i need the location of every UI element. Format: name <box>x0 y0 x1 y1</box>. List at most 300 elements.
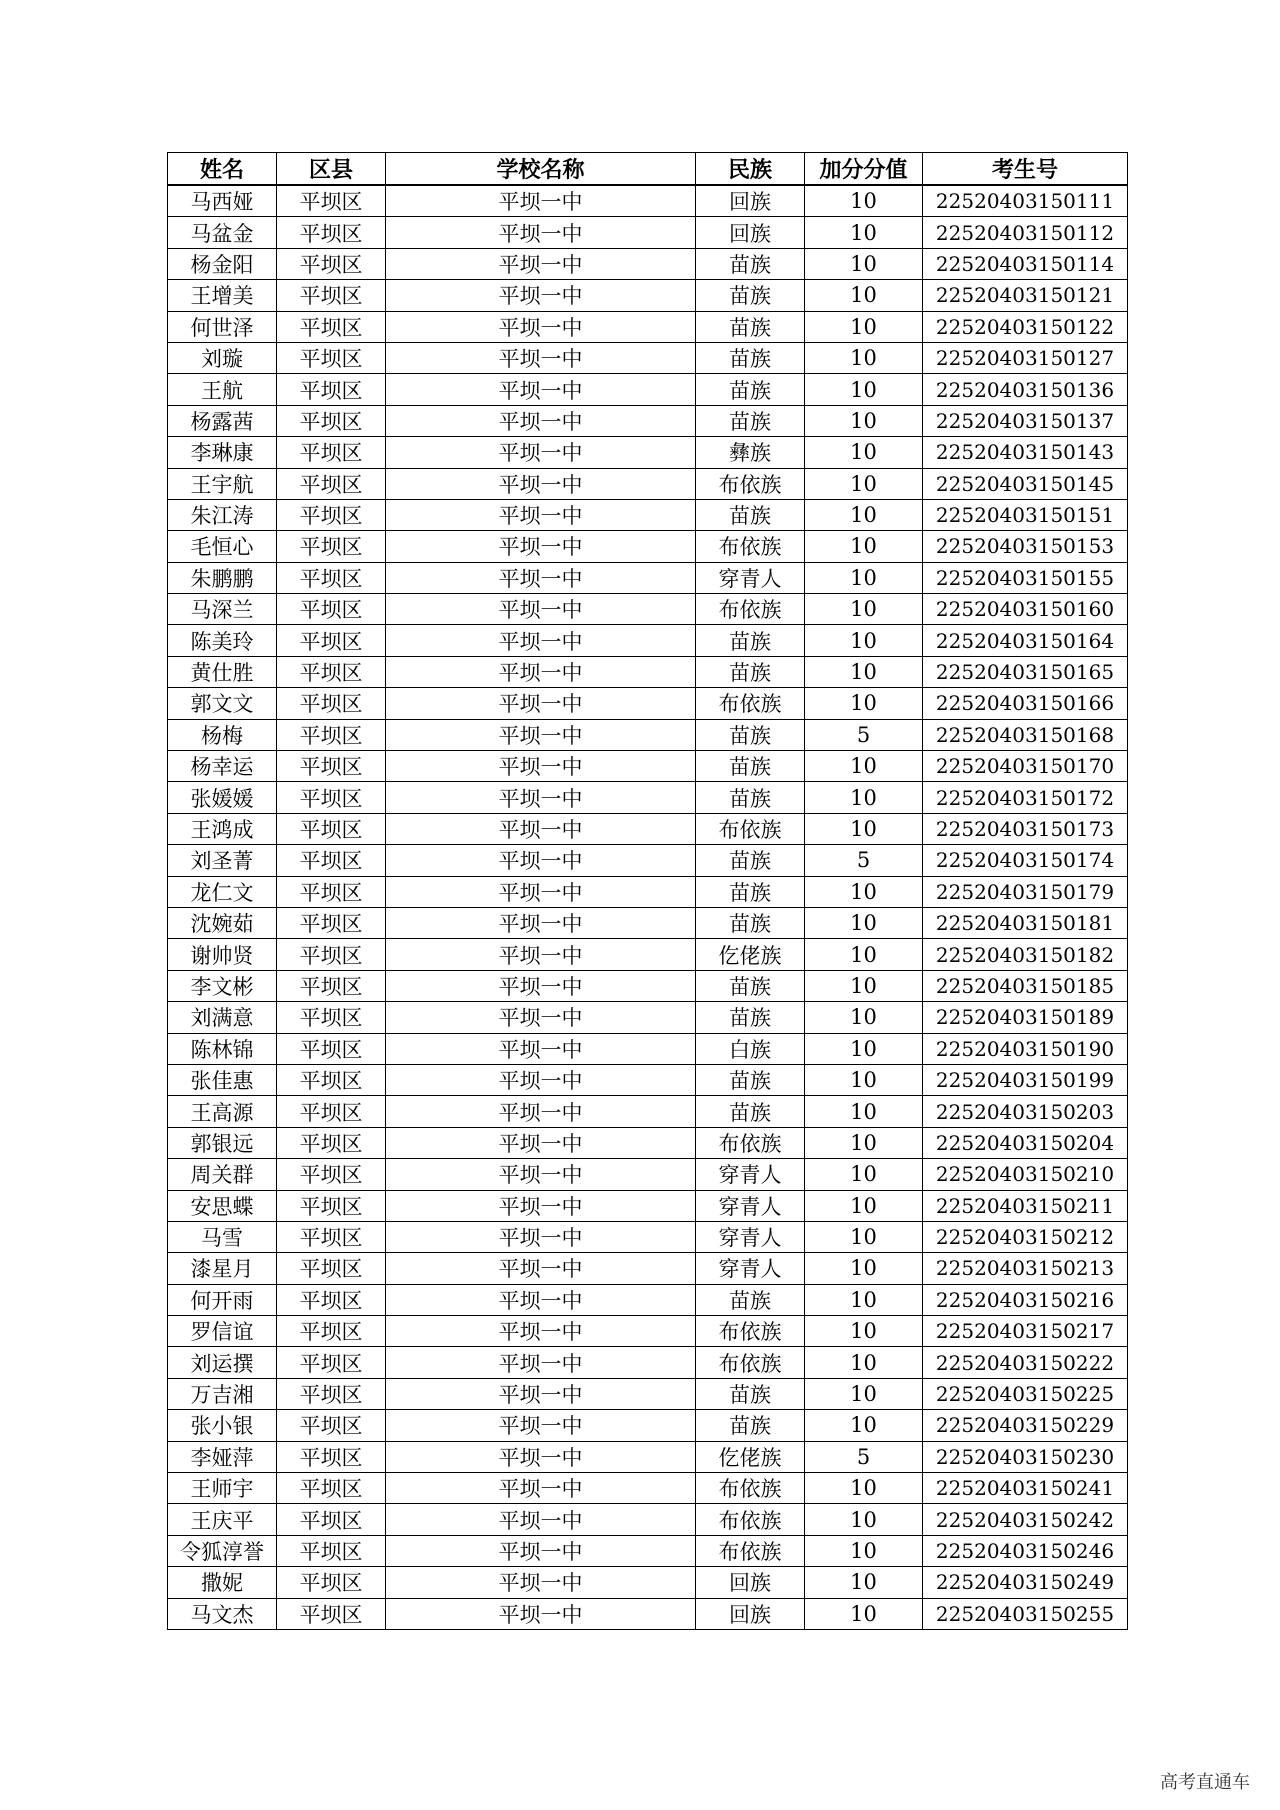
cell-name: 龙仁文 <box>168 876 277 907</box>
cell-name: 马深兰 <box>168 594 277 625</box>
cell-ethnicity: 布依族 <box>696 1316 805 1347</box>
cell-school: 平坝一中 <box>386 562 696 593</box>
cell-exam-number: 22520403150143 <box>923 437 1128 468</box>
cell-school: 平坝一中 <box>386 1535 696 1566</box>
cell-bonus: 10 <box>805 280 923 311</box>
cell-district: 平坝区 <box>277 625 386 656</box>
table-row <box>168 280 1128 311</box>
cell-district: 平坝区 <box>277 1347 386 1378</box>
table-header-row <box>168 153 1128 186</box>
table-row <box>168 468 1128 499</box>
cell-name: 杨金阳 <box>168 248 277 279</box>
cell-name: 李文彬 <box>168 970 277 1001</box>
cell-name: 朱鹏鹏 <box>168 562 277 593</box>
cell-school: 平坝一中 <box>386 876 696 907</box>
cell-name: 王增美 <box>168 280 277 311</box>
cell-name: 撒妮 <box>168 1567 277 1598</box>
cell-school: 平坝一中 <box>386 1378 696 1409</box>
cell-ethnicity: 苗族 <box>696 1064 805 1095</box>
cell-name: 郭银远 <box>168 1127 277 1158</box>
cell-ethnicity: 苗族 <box>696 782 805 813</box>
cell-ethnicity: 苗族 <box>696 719 805 750</box>
cell-exam-number: 22520403150137 <box>923 405 1128 436</box>
cell-exam-number: 22520403150242 <box>923 1504 1128 1535</box>
cell-exam-number: 22520403150213 <box>923 1253 1128 1284</box>
cell-district: 平坝区 <box>277 562 386 593</box>
header-district: 区县 <box>277 153 386 186</box>
cell-exam-number: 22520403150182 <box>923 939 1128 970</box>
cell-name: 张佳惠 <box>168 1064 277 1095</box>
cell-bonus: 10 <box>805 688 923 719</box>
cell-ethnicity: 穿青人 <box>696 1159 805 1190</box>
cell-bonus: 10 <box>805 1535 923 1566</box>
table-row <box>168 1567 1128 1598</box>
table-row <box>168 782 1128 813</box>
cell-exam-number: 22520403150160 <box>923 594 1128 625</box>
cell-bonus: 10 <box>805 405 923 436</box>
cell-name: 李娅萍 <box>168 1441 277 1472</box>
cell-bonus: 10 <box>805 1598 923 1629</box>
cell-district: 平坝区 <box>277 1064 386 1095</box>
cell-district: 平坝区 <box>277 656 386 687</box>
cell-exam-number: 22520403150241 <box>923 1473 1128 1504</box>
table-row <box>168 185 1128 217</box>
table-row <box>168 939 1128 970</box>
cell-bonus: 10 <box>805 437 923 468</box>
cell-exam-number: 22520403150210 <box>923 1159 1128 1190</box>
cell-ethnicity: 回族 <box>696 1598 805 1629</box>
header-exam-number: 考生号 <box>923 153 1128 186</box>
cell-bonus: 10 <box>805 751 923 782</box>
table-row <box>168 1002 1128 1033</box>
cell-bonus: 10 <box>805 1127 923 1158</box>
cell-name: 朱江涛 <box>168 499 277 530</box>
cell-bonus: 10 <box>805 1378 923 1409</box>
cell-district: 平坝区 <box>277 217 386 248</box>
table-row <box>168 876 1128 907</box>
cell-ethnicity: 苗族 <box>696 876 805 907</box>
cell-school: 平坝一中 <box>386 688 696 719</box>
cell-school: 平坝一中 <box>386 1441 696 1472</box>
cell-exam-number: 22520403150121 <box>923 280 1128 311</box>
cell-exam-number: 22520403150114 <box>923 248 1128 279</box>
cell-school: 平坝一中 <box>386 845 696 876</box>
cell-school: 平坝一中 <box>386 280 696 311</box>
cell-name: 杨幸运 <box>168 751 277 782</box>
cell-bonus: 10 <box>805 531 923 562</box>
cell-district: 平坝区 <box>277 1378 386 1409</box>
cell-exam-number: 22520403150179 <box>923 876 1128 907</box>
cell-exam-number: 22520403150174 <box>923 845 1128 876</box>
cell-school: 平坝一中 <box>386 1567 696 1598</box>
cell-name: 马盆金 <box>168 217 277 248</box>
table-row <box>168 1221 1128 1252</box>
cell-bonus: 10 <box>805 939 923 970</box>
cell-name: 周关群 <box>168 1159 277 1190</box>
cell-exam-number: 22520403150164 <box>923 625 1128 656</box>
cell-bonus: 10 <box>805 1221 923 1252</box>
cell-bonus: 10 <box>805 1033 923 1064</box>
cell-district: 平坝区 <box>277 405 386 436</box>
cell-bonus: 10 <box>805 656 923 687</box>
cell-ethnicity: 回族 <box>696 1567 805 1598</box>
cell-ethnicity: 穿青人 <box>696 562 805 593</box>
cell-district: 平坝区 <box>277 531 386 562</box>
cell-name: 漆星月 <box>168 1253 277 1284</box>
cell-district: 平坝区 <box>277 1033 386 1064</box>
cell-bonus: 10 <box>805 1253 923 1284</box>
cell-ethnicity: 布依族 <box>696 813 805 844</box>
cell-ethnicity: 布依族 <box>696 594 805 625</box>
cell-school: 平坝一中 <box>386 531 696 562</box>
table-row <box>168 405 1128 436</box>
table-row <box>168 1347 1128 1378</box>
table-row <box>168 531 1128 562</box>
cell-exam-number: 22520403150203 <box>923 1096 1128 1127</box>
cell-district: 平坝区 <box>277 468 386 499</box>
table-row <box>168 688 1128 719</box>
table-row <box>168 1441 1128 1472</box>
cell-ethnicity: 苗族 <box>696 311 805 342</box>
cell-bonus: 10 <box>805 907 923 938</box>
table-row <box>168 625 1128 656</box>
bonus-points-table <box>167 152 1128 1630</box>
cell-exam-number: 22520403150173 <box>923 813 1128 844</box>
cell-school: 平坝一中 <box>386 813 696 844</box>
table-row <box>168 1504 1128 1535</box>
cell-exam-number: 22520403150216 <box>923 1284 1128 1315</box>
cell-district: 平坝区 <box>277 1096 386 1127</box>
cell-district: 平坝区 <box>277 1284 386 1315</box>
table-row <box>168 1378 1128 1409</box>
cell-school: 平坝一中 <box>386 1096 696 1127</box>
table-row <box>168 751 1128 782</box>
cell-school: 平坝一中 <box>386 1033 696 1064</box>
cell-school: 平坝一中 <box>386 907 696 938</box>
table-row <box>168 594 1128 625</box>
cell-district: 平坝区 <box>277 1253 386 1284</box>
cell-district: 平坝区 <box>277 342 386 373</box>
cell-exam-number: 22520403150111 <box>923 185 1128 217</box>
cell-ethnicity: 回族 <box>696 185 805 217</box>
cell-ethnicity: 苗族 <box>696 1378 805 1409</box>
cell-name: 安思蝶 <box>168 1190 277 1221</box>
cell-ethnicity: 苗族 <box>696 1410 805 1441</box>
cell-ethnicity: 仡佬族 <box>696 939 805 970</box>
cell-ethnicity: 穿青人 <box>696 1253 805 1284</box>
cell-ethnicity: 苗族 <box>696 751 805 782</box>
cell-district: 平坝区 <box>277 688 386 719</box>
cell-ethnicity: 回族 <box>696 217 805 248</box>
cell-exam-number: 22520403150217 <box>923 1316 1128 1347</box>
cell-school: 平坝一中 <box>386 782 696 813</box>
cell-ethnicity: 苗族 <box>696 1284 805 1315</box>
cell-bonus: 10 <box>805 1096 923 1127</box>
cell-ethnicity: 苗族 <box>696 342 805 373</box>
cell-ethnicity: 苗族 <box>696 845 805 876</box>
cell-school: 平坝一中 <box>386 405 696 436</box>
table-row <box>168 437 1128 468</box>
cell-name: 张小银 <box>168 1410 277 1441</box>
cell-school: 平坝一中 <box>386 185 696 217</box>
cell-exam-number: 22520403150199 <box>923 1064 1128 1095</box>
table-row <box>168 907 1128 938</box>
table-row <box>168 1473 1128 1504</box>
cell-ethnicity: 苗族 <box>696 1002 805 1033</box>
cell-school: 平坝一中 <box>386 1190 696 1221</box>
cell-school: 平坝一中 <box>386 1284 696 1315</box>
cell-exam-number: 22520403150222 <box>923 1347 1128 1378</box>
header-name: 姓名 <box>168 153 277 186</box>
cell-district: 平坝区 <box>277 1002 386 1033</box>
cell-school: 平坝一中 <box>386 1159 696 1190</box>
cell-exam-number: 22520403150170 <box>923 751 1128 782</box>
cell-exam-number: 22520403150189 <box>923 1002 1128 1033</box>
cell-name: 王庆平 <box>168 1504 277 1535</box>
cell-exam-number: 22520403150212 <box>923 1221 1128 1252</box>
cell-district: 平坝区 <box>277 1316 386 1347</box>
cell-bonus: 10 <box>805 248 923 279</box>
cell-exam-number: 22520403150185 <box>923 970 1128 1001</box>
cell-bonus: 10 <box>805 1567 923 1598</box>
cell-district: 平坝区 <box>277 876 386 907</box>
cell-name: 刘满意 <box>168 1002 277 1033</box>
cell-district: 平坝区 <box>277 1473 386 1504</box>
cell-exam-number: 22520403150136 <box>923 374 1128 405</box>
cell-school: 平坝一中 <box>386 939 696 970</box>
cell-district: 平坝区 <box>277 248 386 279</box>
cell-name: 郭文文 <box>168 688 277 719</box>
table-row <box>168 1253 1128 1284</box>
cell-exam-number: 22520403150225 <box>923 1378 1128 1409</box>
cell-school: 平坝一中 <box>386 970 696 1001</box>
cell-school: 平坝一中 <box>386 1316 696 1347</box>
cell-name: 何世泽 <box>168 311 277 342</box>
cell-name: 黄仕胜 <box>168 656 277 687</box>
cell-name: 谢帅贤 <box>168 939 277 970</box>
table-row <box>168 1127 1128 1158</box>
watermark: 高考直通车 <box>1160 1772 1250 1793</box>
cell-bonus: 10 <box>805 468 923 499</box>
cell-exam-number: 22520403150172 <box>923 782 1128 813</box>
cell-ethnicity: 苗族 <box>696 907 805 938</box>
cell-bonus: 10 <box>805 1159 923 1190</box>
cell-school: 平坝一中 <box>386 719 696 750</box>
table-row <box>168 970 1128 1001</box>
cell-district: 平坝区 <box>277 1410 386 1441</box>
cell-exam-number: 22520403150151 <box>923 499 1128 530</box>
cell-exam-number: 22520403150153 <box>923 531 1128 562</box>
cell-school: 平坝一中 <box>386 499 696 530</box>
cell-district: 平坝区 <box>277 813 386 844</box>
cell-bonus: 10 <box>805 813 923 844</box>
cell-exam-number: 22520403150181 <box>923 907 1128 938</box>
table-row <box>168 342 1128 373</box>
cell-exam-number: 22520403150168 <box>923 719 1128 750</box>
cell-bonus: 10 <box>805 1347 923 1378</box>
cell-bonus: 10 <box>805 562 923 593</box>
cell-exam-number: 22520403150249 <box>923 1567 1128 1598</box>
cell-exam-number: 22520403150127 <box>923 342 1128 373</box>
cell-district: 平坝区 <box>277 1567 386 1598</box>
cell-school: 平坝一中 <box>386 437 696 468</box>
cell-exam-number: 22520403150211 <box>923 1190 1128 1221</box>
cell-name: 李琳康 <box>168 437 277 468</box>
cell-exam-number: 22520403150155 <box>923 562 1128 593</box>
cell-school: 平坝一中 <box>386 751 696 782</box>
table-row <box>168 1064 1128 1095</box>
cell-bonus: 10 <box>805 217 923 248</box>
cell-ethnicity: 布依族 <box>696 1347 805 1378</box>
cell-ethnicity: 布依族 <box>696 1504 805 1535</box>
table-row <box>168 562 1128 593</box>
cell-exam-number: 22520403150229 <box>923 1410 1128 1441</box>
cell-bonus: 10 <box>805 1190 923 1221</box>
cell-ethnicity: 苗族 <box>696 499 805 530</box>
cell-school: 平坝一中 <box>386 1410 696 1441</box>
cell-name: 刘圣菁 <box>168 845 277 876</box>
cell-district: 平坝区 <box>277 280 386 311</box>
cell-name: 陈美玲 <box>168 625 277 656</box>
table-row <box>168 248 1128 279</box>
header-bonus: 加分分值 <box>805 153 923 186</box>
cell-ethnicity: 穿青人 <box>696 1190 805 1221</box>
cell-school: 平坝一中 <box>386 1504 696 1535</box>
cell-exam-number: 22520403150204 <box>923 1127 1128 1158</box>
cell-district: 平坝区 <box>277 719 386 750</box>
table-row <box>168 845 1128 876</box>
cell-district: 平坝区 <box>277 594 386 625</box>
table-row <box>168 1535 1128 1566</box>
cell-school: 平坝一中 <box>386 625 696 656</box>
cell-ethnicity: 布依族 <box>696 688 805 719</box>
cell-school: 平坝一中 <box>386 342 696 373</box>
cell-name: 毛恒心 <box>168 531 277 562</box>
cell-district: 平坝区 <box>277 939 386 970</box>
cell-district: 平坝区 <box>277 1504 386 1535</box>
cell-ethnicity: 布依族 <box>696 468 805 499</box>
cell-school: 平坝一中 <box>386 1347 696 1378</box>
cell-ethnicity: 穿青人 <box>696 1221 805 1252</box>
cell-name: 王高源 <box>168 1096 277 1127</box>
cell-district: 平坝区 <box>277 499 386 530</box>
cell-name: 令狐淳誉 <box>168 1535 277 1566</box>
cell-name: 沈婉茹 <box>168 907 277 938</box>
cell-bonus: 10 <box>805 1064 923 1095</box>
cell-bonus: 5 <box>805 1441 923 1472</box>
cell-district: 平坝区 <box>277 437 386 468</box>
cell-ethnicity: 苗族 <box>696 374 805 405</box>
table-row <box>168 217 1128 248</box>
table-row <box>168 813 1128 844</box>
cell-name: 王宇航 <box>168 468 277 499</box>
cell-name: 陈林锦 <box>168 1033 277 1064</box>
cell-bonus: 10 <box>805 1284 923 1315</box>
cell-name: 刘璇 <box>168 342 277 373</box>
cell-name: 马西娅 <box>168 185 277 217</box>
table-row <box>168 1598 1128 1629</box>
cell-ethnicity: 苗族 <box>696 970 805 1001</box>
cell-bonus: 10 <box>805 499 923 530</box>
table-row <box>168 719 1128 750</box>
cell-bonus: 10 <box>805 782 923 813</box>
cell-exam-number: 22520403150246 <box>923 1535 1128 1566</box>
cell-bonus: 10 <box>805 1002 923 1033</box>
table-row <box>168 1410 1128 1441</box>
table-row <box>168 1190 1128 1221</box>
cell-exam-number: 22520403150112 <box>923 217 1128 248</box>
table-row <box>168 311 1128 342</box>
cell-school: 平坝一中 <box>386 1002 696 1033</box>
cell-name: 杨露茜 <box>168 405 277 436</box>
cell-district: 平坝区 <box>277 185 386 217</box>
cell-ethnicity: 苗族 <box>696 656 805 687</box>
cell-name: 万吉湘 <box>168 1378 277 1409</box>
table-row <box>168 1284 1128 1315</box>
cell-exam-number: 22520403150166 <box>923 688 1128 719</box>
table-row <box>168 499 1128 530</box>
cell-ethnicity: 布依族 <box>696 1473 805 1504</box>
cell-name: 罗信谊 <box>168 1316 277 1347</box>
cell-district: 平坝区 <box>277 1159 386 1190</box>
cell-district: 平坝区 <box>277 1535 386 1566</box>
cell-ethnicity: 仡佬族 <box>696 1441 805 1472</box>
table-row <box>168 1316 1128 1347</box>
cell-name: 何开雨 <box>168 1284 277 1315</box>
cell-bonus: 10 <box>805 374 923 405</box>
cell-school: 平坝一中 <box>386 1127 696 1158</box>
table-row <box>168 1033 1128 1064</box>
cell-bonus: 5 <box>805 719 923 750</box>
cell-ethnicity: 布依族 <box>696 531 805 562</box>
cell-name: 王航 <box>168 374 277 405</box>
cell-bonus: 10 <box>805 1410 923 1441</box>
cell-school: 平坝一中 <box>386 656 696 687</box>
cell-bonus: 10 <box>805 625 923 656</box>
table-row <box>168 374 1128 405</box>
cell-name: 杨梅 <box>168 719 277 750</box>
cell-bonus: 10 <box>805 185 923 217</box>
cell-bonus: 10 <box>805 594 923 625</box>
cell-name: 刘运撰 <box>168 1347 277 1378</box>
cell-district: 平坝区 <box>277 1598 386 1629</box>
cell-exam-number: 22520403150145 <box>923 468 1128 499</box>
cell-district: 平坝区 <box>277 907 386 938</box>
cell-name: 马文杰 <box>168 1598 277 1629</box>
cell-district: 平坝区 <box>277 374 386 405</box>
cell-school: 平坝一中 <box>386 1064 696 1095</box>
cell-school: 平坝一中 <box>386 217 696 248</box>
cell-name: 马雪 <box>168 1221 277 1252</box>
cell-school: 平坝一中 <box>386 311 696 342</box>
cell-school: 平坝一中 <box>386 1473 696 1504</box>
cell-district: 平坝区 <box>277 845 386 876</box>
cell-school: 平坝一中 <box>386 1598 696 1629</box>
table-row <box>168 1096 1128 1127</box>
cell-district: 平坝区 <box>277 1221 386 1252</box>
cell-name: 王师宇 <box>168 1473 277 1504</box>
cell-district: 平坝区 <box>277 1127 386 1158</box>
cell-exam-number: 22520403150255 <box>923 1598 1128 1629</box>
cell-school: 平坝一中 <box>386 374 696 405</box>
cell-exam-number: 22520403150190 <box>923 1033 1128 1064</box>
cell-school: 平坝一中 <box>386 248 696 279</box>
cell-school: 平坝一中 <box>386 468 696 499</box>
cell-bonus: 10 <box>805 970 923 1001</box>
cell-ethnicity: 彝族 <box>696 437 805 468</box>
cell-school: 平坝一中 <box>386 594 696 625</box>
cell-ethnicity: 苗族 <box>696 248 805 279</box>
